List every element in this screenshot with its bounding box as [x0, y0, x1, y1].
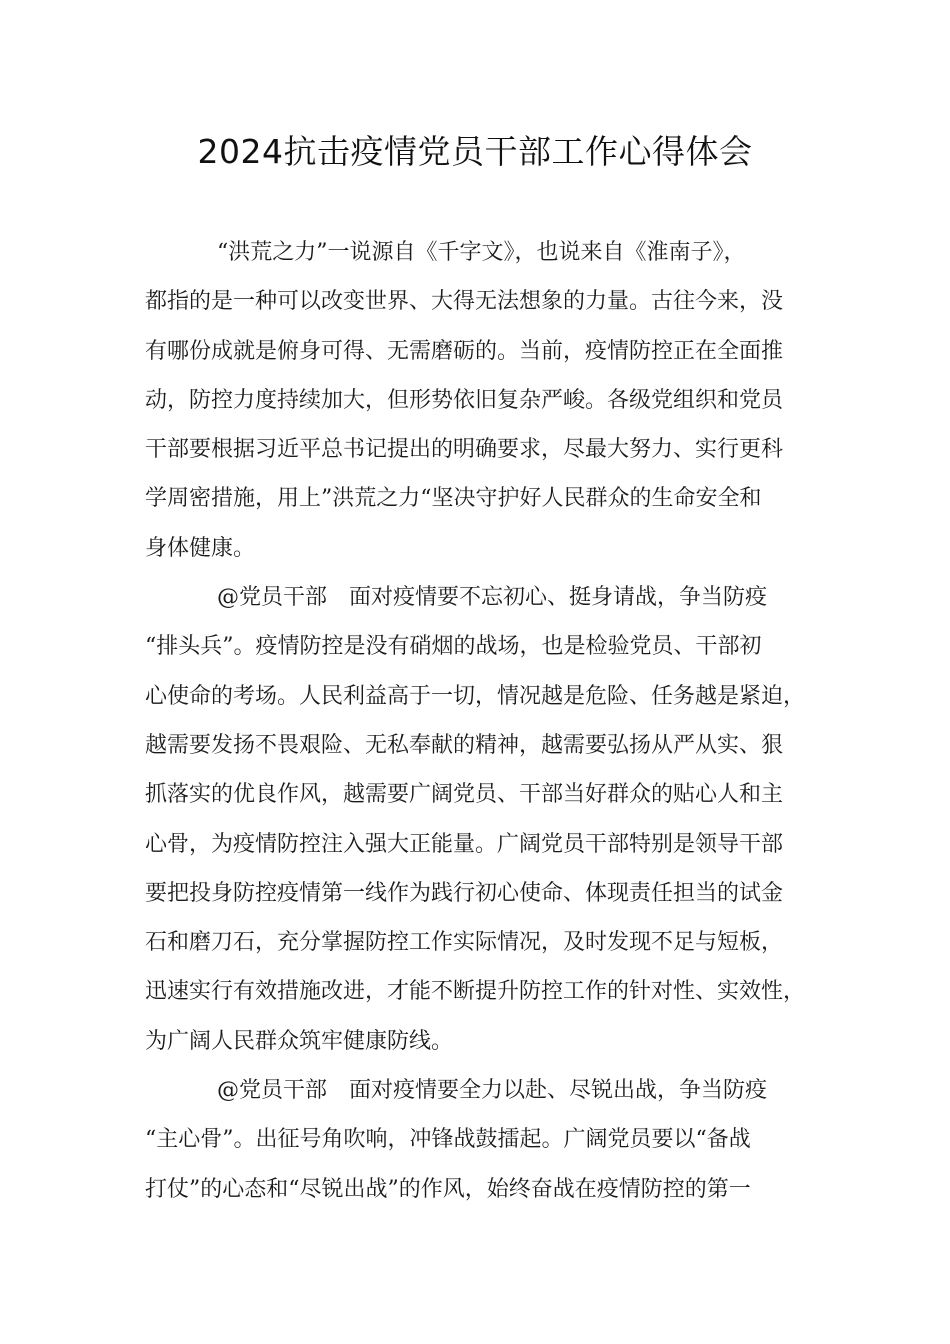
paragraph-1-line: 干部要根据习近平总书记提出的明确要求，尽最大努力、实行更科: [145, 437, 784, 463]
paragraph-2-line: 越需要发扬不畏艰险、无私奉献的精神，越需要弘扬从严从实、狠: [145, 732, 784, 758]
paragraph-3-line: 打仗”的心态和“尽锐出战”的作风，始终奋战在疫情防控的第一: [145, 1176, 751, 1202]
paragraph-1-line: 有哪份成就是俯身可得、无需磨砺的。当前，疫情防控正在全面推: [145, 338, 784, 364]
paragraph-2-line: @党员干部 面对疫情要不忘初心、挺身请战，争当防疫: [217, 585, 768, 611]
paragraph-2-line: 心骨，为疫情防控注入强大正能量。广阔党员干部特别是领导干部: [145, 831, 784, 857]
paragraph-2-line: 心使命的考场。人民利益高于一切，情况越是危险、任务越是紧迫，: [145, 683, 806, 709]
paragraph-2-line: 抓落实的优良作风，越需要广阔党员、干部当好群众的贴心人和主: [145, 782, 784, 808]
paragraph-1-line: 都指的是一种可以改变世界、大得无法想象的力量。古往今来，没: [145, 289, 784, 315]
paragraph-3-line: “主心骨”。出征号角吹响，冲锋战鼓擂起。广阔党员要以“备战: [145, 1127, 751, 1153]
paragraph-1-line: 身体健康。: [145, 535, 256, 561]
paragraph-1-line: 学周密措施，用上”洪荒之力“坚决守护好人民群众的生命安全和: [145, 486, 762, 512]
document-body: [145, 228, 835, 1214]
paragraph-2-line: 要把投身防控疫情第一线作为践行初心使命、体现责任担当的试金: [145, 880, 784, 906]
paragraph-3-line: @党员干部 面对疫情要全力以赴、尽锐出战，争当防疫: [217, 1078, 768, 1104]
document-title: 2024抗击疫情党员干部工作心得体会: [197, 132, 753, 171]
paragraph-2-line: 为广阔人民群众筑牢健康防线。: [145, 1028, 454, 1054]
paragraph-2-line: 迅速实行有效措施改进，才能不断提升防控工作的针对性、实效性，: [145, 979, 806, 1005]
paragraph-2-line: “排头兵”。疫情防控是没有硝烟的战场，也是检验党员、干部初: [145, 634, 762, 660]
paragraph-2-line: 石和磨刀石，充分掌握防控工作实际情况，及时发现不足与短板，: [145, 930, 784, 956]
paragraph-1-line: “洪荒之力”一说源自《千字文》，也说来自《淮南子》，: [217, 240, 746, 265]
paragraph-1-line: 动，防控力度持续加大，但形势依旧复杂严峻。各级党组织和党员: [145, 387, 784, 413]
